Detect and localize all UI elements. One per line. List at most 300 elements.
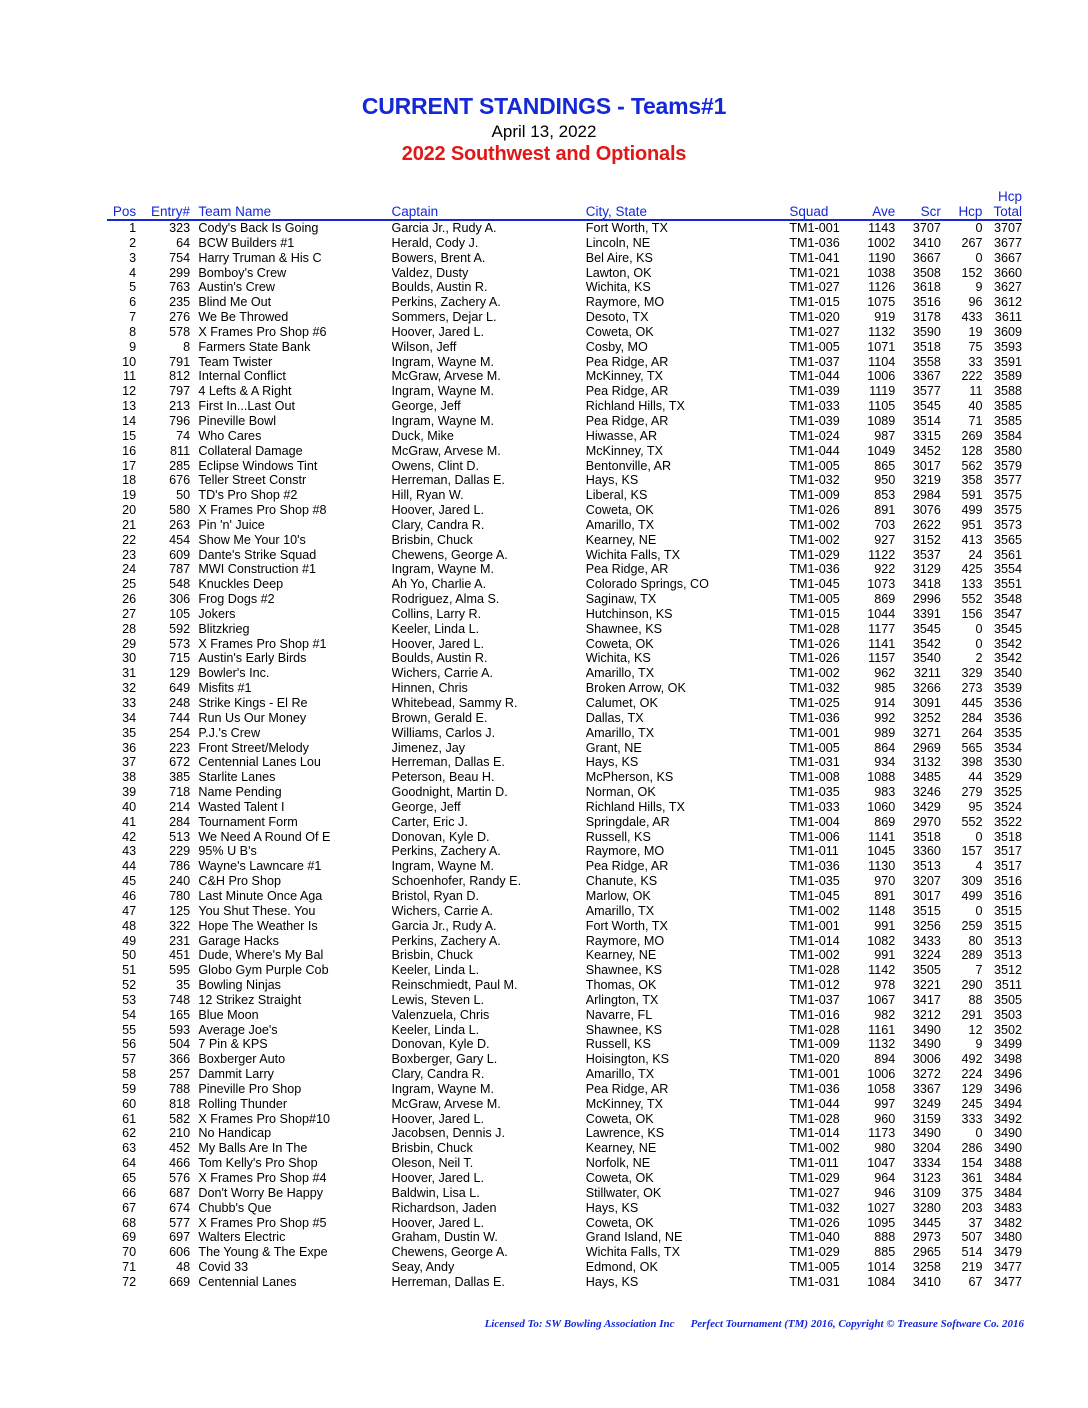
cell-hcp: 425 [961,562,983,577]
cell-scr: 3542 [912,636,941,651]
cell-team-name: 12 Strikez Straight [198,992,302,1007]
cell-team-name: You Shut These. You [198,903,316,918]
cell-pos: 37 [122,755,137,770]
cell-entry: 787 [169,562,191,577]
cell-entry: 257 [169,1067,191,1082]
cell-team-name: Centennial Lanes [198,1274,297,1289]
cell-pos: 16 [122,443,137,458]
table-row [107,741,1022,756]
cell-team-name: Bowler's Inc. [198,666,270,681]
cell-captain: McGraw, Arvese M. [391,369,501,384]
cell-captain: Boulds, Austin R. [391,651,488,666]
cell-city-state: Raymore, MO [585,844,665,859]
cell-scr: 3540 [912,651,941,666]
cell-captain: Chewens, George A. [391,547,508,562]
cell-team-name: Boxberger Auto [198,1052,286,1067]
hcp-total-top: Hcp [997,189,1022,204]
cell-squad: TM1-031 [789,755,840,770]
cell-city-state: Pea Ridge, AR [585,413,669,428]
cell-city-state: Springdale, AR [585,814,670,829]
cell-squad: TM1-035 [789,785,840,800]
cell-hcp-total: 3492 [993,1111,1022,1126]
cell-entry: 786 [169,859,191,874]
cell-captain: Whitebead, Sammy R. [391,696,518,710]
cell-hcp-total: 3477 [993,1274,1022,1289]
cell-squad: TM1-045 [789,888,840,903]
cell-captain: Garcia Jr., Rudy A. [391,221,497,235]
cell-scr: 3266 [912,681,941,696]
cell-entry: 669 [169,1274,191,1289]
cell-team-name: 7 Pin & KPS [198,1037,268,1052]
cell-squad: TM1-004 [789,814,840,829]
cell-city-state: Hays, KS [585,1274,639,1289]
cell-scr: 2984 [912,488,941,503]
cell-pos: 27 [122,606,137,621]
cell-squad: TM1-015 [789,606,840,621]
cell-team-name: Eclipse Windows Tint [198,458,318,473]
table-row [107,1052,1022,1067]
cell-city-state: Wichita Falls, TX [585,1245,680,1260]
cell-captain: Owens, Clint D. [391,458,480,473]
cell-city-state: Marlow, OK [585,888,651,903]
cell-pos: 9 [129,339,137,354]
cell-scr: 3272 [912,1067,941,1082]
cell-city-state: Colorado Springs, CO [585,577,709,592]
cell-scr: 3577 [912,384,941,399]
cell-pos: 31 [122,666,137,681]
cell-hcp-total: 3542 [993,636,1022,651]
cell-ave: 1143 [868,221,896,235]
cell-captain: Keeler, Linda L. [391,621,480,636]
cell-team-name: Harry Truman & His C [198,250,322,265]
cell-hcp-total: 3482 [993,1215,1022,1230]
cell-squad: TM1-011 [789,1156,839,1171]
cell-pos: 7 [129,310,137,325]
cell-squad: TM1-027 [789,280,840,295]
cell-pos: 2 [129,235,137,250]
cell-team-name: Rolling Thunder [198,1096,288,1111]
cell-team-name: Pineville Pro Shop [198,1081,302,1096]
table-row [107,859,1022,874]
cell-captain: Chewens, George A. [391,1245,508,1260]
cell-pos: 52 [122,978,137,993]
cell-squad: TM1-028 [789,621,840,636]
cell-scr: 3129 [912,562,941,577]
cell-hcp-total: 3575 [993,503,1022,518]
cell-team-name: Pineville Bowl [198,413,277,428]
cell-team-name: X Frames Pro Shop #8 [198,503,327,518]
cell-captain: Brisbin, Chuck [391,532,473,547]
cell-entry: 229 [169,844,191,859]
cell-squad: TM1-044 [789,1096,840,1111]
column-header-ave: Ave [854,188,896,220]
cell-team-name: Walters Electric [198,1230,286,1245]
cell-pos: 21 [122,517,137,532]
cell-entry: 504 [169,1037,191,1052]
cell-hcp: 9 [975,280,983,295]
cell-squad: TM1-026 [789,1215,840,1230]
cell-ave: 960 [874,1111,896,1126]
cell-ave: 1067 [867,992,896,1007]
cell-team-name: Bowling Ninjas [198,978,281,993]
cell-scr: 3490 [912,1126,941,1141]
cell-team-name: Dante's Strike Squad [198,547,317,562]
cell-ave: 1105 [868,399,896,414]
cell-city-state: Calumet, OK [585,696,658,710]
cell-team-name: Strike Kings - El Re [198,696,308,710]
cell-hcp-total: 3548 [993,592,1022,607]
table-row [107,622,1022,637]
column-header-scr: Scr [895,188,941,220]
cell-captain: Ingram, Wayne M. [391,562,494,577]
table-row [107,874,1022,889]
cell-pos: 26 [122,592,137,607]
cell-pos: 48 [122,918,137,933]
cell-team-name: Internal Conflict [198,369,286,384]
cell-team-name: Name Pending [198,785,282,800]
cell-hcp: 222 [961,369,983,384]
cell-ave: 1084 [867,1274,896,1289]
table-row [107,1067,1022,1082]
cell-captain: Valenzuela, Chris [391,1007,490,1022]
table-row [107,978,1022,993]
cell-scr: 3518 [912,829,941,844]
cell-city-state: Thomas, OK [585,978,657,993]
cell-pos: 45 [122,874,137,889]
cell-squad: TM1-020 [789,310,840,325]
cell-captain: Keeler, Linda L. [391,963,480,978]
cell-city-state: Shawnee, KS [585,1022,663,1037]
cell-squad: TM1-028 [789,1022,840,1037]
cell-ave: 991 [874,918,896,933]
cell-hcp: 203 [961,1200,983,1215]
cell-scr: 3505 [912,963,941,978]
cell-squad: TM1-039 [789,413,840,428]
cell-scr: 3410 [912,1274,941,1289]
cell-squad: TM1-001 [789,725,840,740]
cell-entry: 466 [169,1156,191,1171]
cell-hcp: 264 [961,725,983,740]
cell-entry: 454 [169,532,191,547]
cell-hcp: 552 [961,814,983,829]
column-header-hcp: Hcp [941,188,983,220]
cell-ave: 983 [874,785,896,800]
cell-pos: 64 [122,1156,137,1171]
column-header-captain: Captain [392,188,586,220]
cell-captain: Wilson, Jeff [391,339,457,354]
cell-ave: 1049 [867,443,896,458]
cell-entry: 791 [169,354,191,369]
cell-hcp-total: 3513 [993,948,1022,963]
cell-city-state: Russell, KS [585,1037,651,1052]
cell-pos: 6 [129,295,137,310]
cell-squad: TM1-006 [789,829,840,844]
cell-pos: 43 [122,844,137,859]
cell-pos: 33 [122,696,137,710]
cell-scr: 3445 [912,1215,941,1230]
cell-ave: 1119 [869,384,896,399]
cell-hcp: 0 [975,829,983,844]
cell-ave: 1044 [867,606,896,621]
cell-squad: TM1-001 [789,1067,840,1082]
cell-team-name: Garage Hacks [198,933,279,948]
cell-hcp-total: 3573 [993,517,1022,532]
cell-entry: 811 [170,443,191,458]
cell-scr: 3433 [912,933,941,948]
cell-hcp-total: 3585 [993,413,1022,428]
cell-team-name: BCW Builders #1 [198,235,295,250]
cell-entry: 609 [169,547,191,562]
cell-city-state: Norman, OK [585,785,656,800]
cell-hcp: 499 [961,503,983,518]
table-row [107,637,1022,652]
cell-squad: TM1-021 [789,265,840,280]
cell-pos: 13 [122,399,137,414]
cell-hcp: 333 [961,1111,983,1126]
cell-squad: TM1-027 [789,324,840,339]
cell-squad: TM1-044 [789,369,840,384]
cell-team-name: C&H Pro Shop [198,874,281,889]
cell-hcp-total: 3580 [993,443,1022,458]
cell-hcp-total: 3660 [993,265,1022,280]
hcp-total-bottom: Total [993,204,1022,219]
cell-hcp: 75 [968,339,983,354]
cell-ave: 1058 [867,1081,896,1096]
cell-captain: Duck, Mike [391,428,454,443]
cell-captain: Clary, Candra R. [391,1067,485,1082]
cell-entry: 582 [169,1111,191,1126]
column-header-team: Team Name [198,188,391,220]
cell-captain: Brisbin, Chuck [391,1141,473,1156]
cell-city-state: Amarillo, TX [585,1067,655,1082]
cell-hcp-total: 3667 [993,250,1022,265]
table-row [107,266,1022,281]
cell-ave: 1148 [868,903,896,918]
cell-scr: 3204 [912,1141,941,1156]
cell-team-name: Tom Kelly's Pro Shop [198,1156,318,1171]
cell-ave: 1141 [868,636,896,651]
cell-hcp-total: 3518 [993,829,1022,844]
cell-ave: 1141 [868,829,896,844]
cell-scr: 3271 [912,725,941,740]
cell-hcp-total: 3484 [993,1171,1022,1185]
cell-scr: 3017 [912,458,941,473]
cell-captain: Boxberger, Gary L. [391,1052,498,1067]
cell-captain: Hoover, Jared L. [391,636,484,651]
cell-team-name: Centennial Lanes Lou [198,755,321,770]
table-row [107,473,1022,488]
cell-team-name: TD's Pro Shop #2 [198,488,298,503]
cell-entry: 797 [169,384,191,399]
cell-hcp-total: 3515 [993,903,1022,918]
cell-entry: 223 [169,740,191,755]
cell-captain: Jacobsen, Dennis J. [391,1126,505,1141]
cell-city-state: Coweta, OK [585,503,654,518]
cell-team-name: X Frames Pro Shop#10 [198,1111,330,1126]
cell-scr: 3452 [912,443,941,458]
cell-city-state: Pea Ridge, AR [585,1081,669,1096]
cell-hcp: 284 [961,710,983,725]
cell-hcp: 224 [961,1067,983,1082]
cell-scr: 3618 [912,280,941,295]
cell-scr: 2973 [912,1230,941,1245]
cell-hcp: 152 [961,265,983,280]
cell-hcp-total: 3529 [993,770,1022,785]
cell-squad: TM1-002 [789,666,840,681]
cell-pos: 34 [122,710,137,725]
cell-team-name: The Young & The Expe [198,1245,328,1260]
cell-pos: 32 [122,681,137,696]
table-row [107,666,1022,681]
cell-hcp-total: 3522 [993,814,1022,829]
cell-pos: 62 [122,1126,137,1141]
cell-city-state: Shawnee, KS [585,621,663,636]
cell-city-state: Hays, KS [585,755,639,770]
table-row [107,1156,1022,1171]
cell-hcp-total: 3535 [993,725,1022,740]
cell-scr: 3246 [912,785,941,800]
cell-captain: Clary, Candra R. [391,517,485,532]
cell-scr: 3410 [912,235,941,250]
cell-ave: 1045 [867,844,896,859]
cell-ave: 1190 [868,250,896,265]
cell-city-state: Bel Aire, KS [585,250,653,265]
cell-hcp-total: 3512 [993,963,1022,978]
cell-captain: Brisbin, Chuck [391,948,473,963]
cell-pos: 51 [122,963,137,978]
cell-squad: TM1-029 [789,1245,840,1260]
report-date: April 13, 2022 [491,122,597,141]
cell-ave: 1104 [868,354,896,369]
cell-hcp-total: 3496 [993,1081,1022,1096]
cell-scr: 3211 [913,666,941,681]
cell-squad: TM1-005 [789,740,840,755]
cell-team-name: Austin's Crew [198,280,275,295]
cell-hcp-total: 3565 [993,532,1022,547]
cell-scr: 3249 [912,1096,941,1111]
cell-squad: TM1-005 [789,458,840,473]
cell-team-name: Wasted Talent I [198,799,285,814]
cell-city-state: Wichita, KS [585,280,651,295]
table-row [107,533,1022,548]
table-row [107,1097,1022,1112]
cell-hcp-total: 3524 [993,799,1022,814]
cell-entry: 744 [169,710,191,725]
cell-ave: 864 [874,740,896,755]
cell-entry: 606 [169,1245,191,1260]
cell-pos: 42 [122,829,137,844]
cell-entry: 577 [169,1215,191,1230]
cell-hcp: 67 [968,1274,983,1289]
cell-squad: TM1-002 [789,903,840,918]
cell-team-name: First In...Last Out [198,399,295,414]
cell-hcp: 44 [968,770,983,785]
cell-captain: Herald, Cody J. [391,235,479,250]
cell-pos: 18 [122,473,137,488]
cell-squad: TM1-035 [789,874,840,889]
cell-entry: 285 [169,458,191,473]
cell-scr: 3367 [912,1081,941,1096]
cell-pos: 3 [129,250,137,265]
cell-hcp-total: 3575 [993,488,1022,503]
cell-pos: 30 [122,651,137,666]
cell-hcp-total: 3551 [993,577,1022,592]
cell-city-state: Raymore, MO [585,933,665,948]
cell-hcp: 96 [968,295,983,310]
table-row [107,726,1022,741]
table-row [107,1186,1022,1201]
cell-squad: TM1-044 [789,443,840,458]
cell-captain: George, Jeff [391,399,461,414]
cell-entry: 674 [169,1200,191,1215]
cell-ave: 987 [874,428,896,443]
cell-squad: TM1-029 [789,547,840,562]
license-text: Licensed To: SW Bowling Association Inc [484,1318,675,1330]
cell-city-state: Grand Island, NE [585,1230,683,1245]
table-row [107,310,1022,325]
cell-entry: 214 [169,799,191,814]
cell-hcp-total: 3588 [993,384,1022,399]
cell-entry: 385 [169,770,191,785]
cell-hcp: 433 [961,310,983,325]
cell-ave: 970 [874,874,896,889]
table-row [107,592,1022,607]
cell-hcp-total: 3577 [993,473,1022,488]
table-row [107,800,1022,815]
cell-hcp-total: 3513 [993,933,1022,948]
cell-pos: 58 [122,1067,137,1082]
cell-hcp: 11 [969,384,983,399]
cell-hcp: 413 [961,532,983,547]
cell-scr: 3076 [912,503,941,518]
cell-squad: TM1-009 [789,488,840,503]
cell-hcp: 0 [975,250,983,265]
cell-entry: 322 [169,918,191,933]
table-row [107,1275,1022,1290]
cell-entry: 284 [169,814,191,829]
cell-pos: 59 [122,1081,137,1096]
cell-entry: 240 [169,874,191,889]
cell-squad: TM1-045 [789,577,840,592]
cell-squad: TM1-032 [789,1200,840,1215]
cell-captain: Oleson, Neil T. [391,1156,474,1171]
cell-ave: 914 [874,696,896,710]
cell-city-state: Norfolk, NE [585,1156,651,1171]
cell-hcp: 9 [975,1037,983,1052]
cell-city-state: Coweta, OK [585,1111,654,1126]
cell-pos: 53 [122,992,137,1007]
cell-hcp: 279 [961,785,983,800]
cell-hcp: 507 [961,1230,983,1245]
cell-captain: Hoover, Jared L. [391,1215,484,1230]
cell-city-state: Lawrence, KS [585,1126,665,1141]
cell-hcp: 245 [961,1096,983,1111]
cell-pos: 63 [122,1141,137,1156]
cell-hcp-total: 3554 [993,562,1022,577]
cell-captain: Keeler, Linda L. [391,1022,480,1037]
cell-hcp: 375 [961,1185,983,1200]
cell-hcp-total: 3516 [993,888,1022,903]
cell-pos: 65 [122,1171,137,1185]
cell-squad: TM1-001 [789,221,840,235]
cell-entry: 254 [169,725,191,740]
cell-ave: 1006 [867,369,896,384]
cell-hcp: 33 [968,354,983,369]
cell-squad: TM1-011 [789,844,839,859]
table-row [107,340,1022,355]
cell-scr: 3490 [912,1022,941,1037]
cell-squad: TM1-026 [789,503,840,518]
